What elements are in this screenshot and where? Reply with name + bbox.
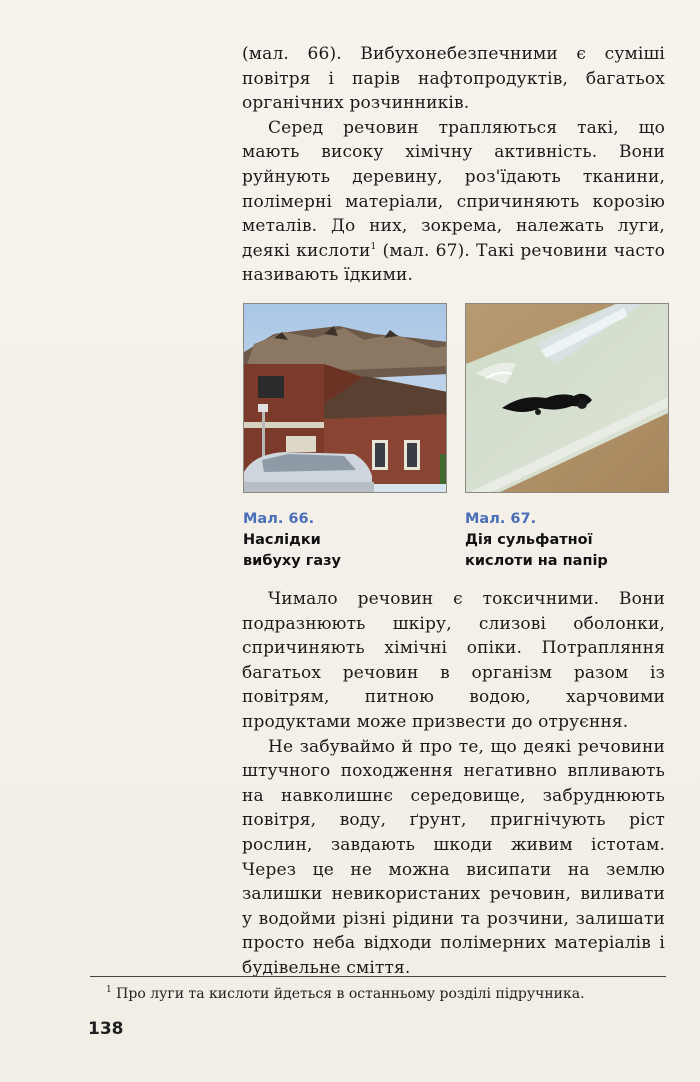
- footnote: [106, 986, 585, 1002]
- figure-67-number: Мал. 67.: [465, 511, 537, 527]
- footnote-number: 1: [106, 985, 112, 995]
- figure-67: [465, 303, 669, 493]
- footnote-mark: 1: [370, 241, 377, 252]
- text-block-top: [242, 42, 665, 288]
- text-block-bottom: [242, 587, 665, 981]
- figure-67-caption: [465, 509, 665, 572]
- figure-66-caption: [243, 509, 363, 572]
- paragraph-3: Чимало речовин є токсичними. Вони подразнюють шкіру, слизові оболонки, спричиняють хімічні опіки. Потрапляння багатьох речовин в організм разом із повітрям, питною водою, харчовими продуктами може призвести до отруєння.: [242, 589, 665, 732]
- paragraph-2-text: Серед речовин трапляються такі, що мають високу хімічну активність. Вони руйнують деревину, роз'їдають тканини, полімерні матеріали, спричиняють корозію металів. До них, зокрема, належать луги, деякі кислоти: [242, 117, 665, 261]
- sulfuric-acid-on-paper-photo: [465, 303, 669, 493]
- acid-paper-illustration: [466, 304, 669, 493]
- paragraph-2: [242, 116, 665, 288]
- page-number: 138: [88, 1019, 124, 1039]
- house-explosion-illustration: [244, 304, 447, 493]
- figure-66-number: Мал. 66.: [243, 511, 315, 527]
- paragraph-2-text-continued: (мал. 67). Такі речовини часто називають їдкими.: [242, 240, 665, 286]
- footnote-text: Про луги та кислоти йдеться в останньому розділі підручника.: [111, 986, 585, 1002]
- paragraph-4: Не забуваймо й про те, що деякі речовини штучного походження негативно впливають на навколишнє середовище, забруднюють повітря, воду, ґрунт, пригнічують ріст рослин, завдають шкоди живим істотам. Через це не можна висипати на землю залишки невикористаних речовин, виливати у водойми різні рідини та розчини, залишати просто неба відходи полімерних матеріалів і будівельне сміття.: [242, 736, 665, 978]
- house-after-gas-explosion-photo: [243, 303, 447, 493]
- figure-67-title: Дія сульфатної кислоти на папір: [465, 532, 608, 569]
- paragraph-1: (мал. 66). Вибухонебезпечними є суміші повітря і парів нафтопродуктів, багатьох органічних розчинників.: [242, 44, 665, 114]
- footnote-divider: [90, 976, 666, 977]
- figure-66: [243, 303, 447, 493]
- figure-66-title: Наслідки вибуху газу: [243, 532, 342, 569]
